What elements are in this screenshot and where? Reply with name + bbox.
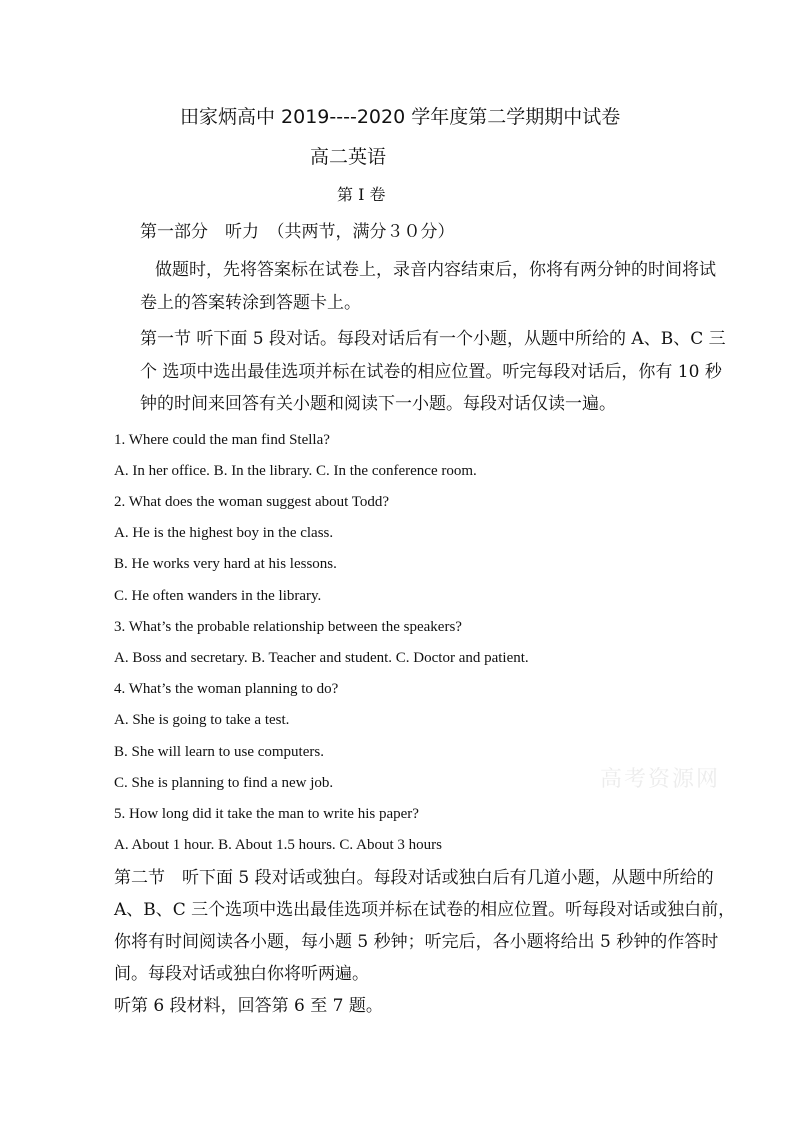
question-2: 2. What does the woman suggest about Todd? <box>114 494 390 510</box>
section1-line3: 钟的时间来回答有关小题和阅读下一小题。每段对话仅读一遍。 <box>140 394 616 414</box>
question-2-option-a: A. He is the highest boy in the class. <box>114 525 334 541</box>
part1-instruction-line2: 卷上的答案转涂到答题卡上。 <box>140 293 361 313</box>
question-1: 1. Where could the man find Stella? <box>114 432 330 448</box>
question-3: 3. What’s the probable relationship between the speakers? <box>114 619 462 635</box>
section2-line3: 你将有时间阅读各小题，每小题 5 秒钟；听完后，各小题将给出 5 秒钟的作答时 <box>114 932 719 952</box>
part1-instruction-line1: 做题时，先将答案标在试卷上，录音内容结束后，你将有两分钟的时间将试 <box>155 260 716 280</box>
volume-label: 第 I 卷 <box>337 185 386 204</box>
watermark: 高考资源网 <box>600 767 721 792</box>
exam-subtitle: 高二英语 <box>310 146 387 168</box>
question-4-option-a: A. She is going to take a test. <box>114 712 290 728</box>
question-4-option-b: B. She will learn to use computers. <box>114 744 324 760</box>
section2-line4: 间。每段对话或独白你将听两遍。 <box>114 964 369 984</box>
question-5-options: A. About 1 hour. B. About 1.5 hours. C. About 3 hours <box>114 837 442 853</box>
exam-title: 田家炳高中 2019----2020 学年度第二学期期中试卷 <box>180 106 621 128</box>
section2-line1: 第二节 听下面 5 段对话或独白。每段对话或独白后有几道小题，从题中所给的 <box>114 868 714 888</box>
section2-line5: 听第 6 段材料，回答第 6 至 7 题。 <box>114 996 383 1016</box>
section1-line2: 个 选项中选出最佳选项并标在试卷的相应位置。听完每段对话后，你有 10 秒 <box>140 362 722 382</box>
section2-line2: A、B、C 三个选项中选出最佳选项并标在试卷的相应位置。听每段对话或独白前， <box>114 900 736 920</box>
question-4: 4. What’s the woman planning to do? <box>114 681 339 697</box>
question-5: 5. How long did it take the man to write his paper? <box>114 806 419 822</box>
section1-line1: 第一节 听下面 5 段对话。每段对话后有一个小题，从题中所给的 A、B、C 三 <box>140 329 726 349</box>
question-2-option-b: B. He works very hard at his lessons. <box>114 556 337 572</box>
question-4-option-c: C. She is planning to find a new job. <box>114 775 334 791</box>
question-1-options: A. In her office. B. In the library. C. In the conference room. <box>114 463 477 479</box>
question-2-option-c: C. He often wanders in the library. <box>114 588 322 604</box>
question-3-options: A. Boss and secretary. B. Teacher and student. C. Doctor and patient. <box>114 650 529 666</box>
part1-heading: 第一部分 听力 （共两节，满分３０分） <box>140 222 455 242</box>
